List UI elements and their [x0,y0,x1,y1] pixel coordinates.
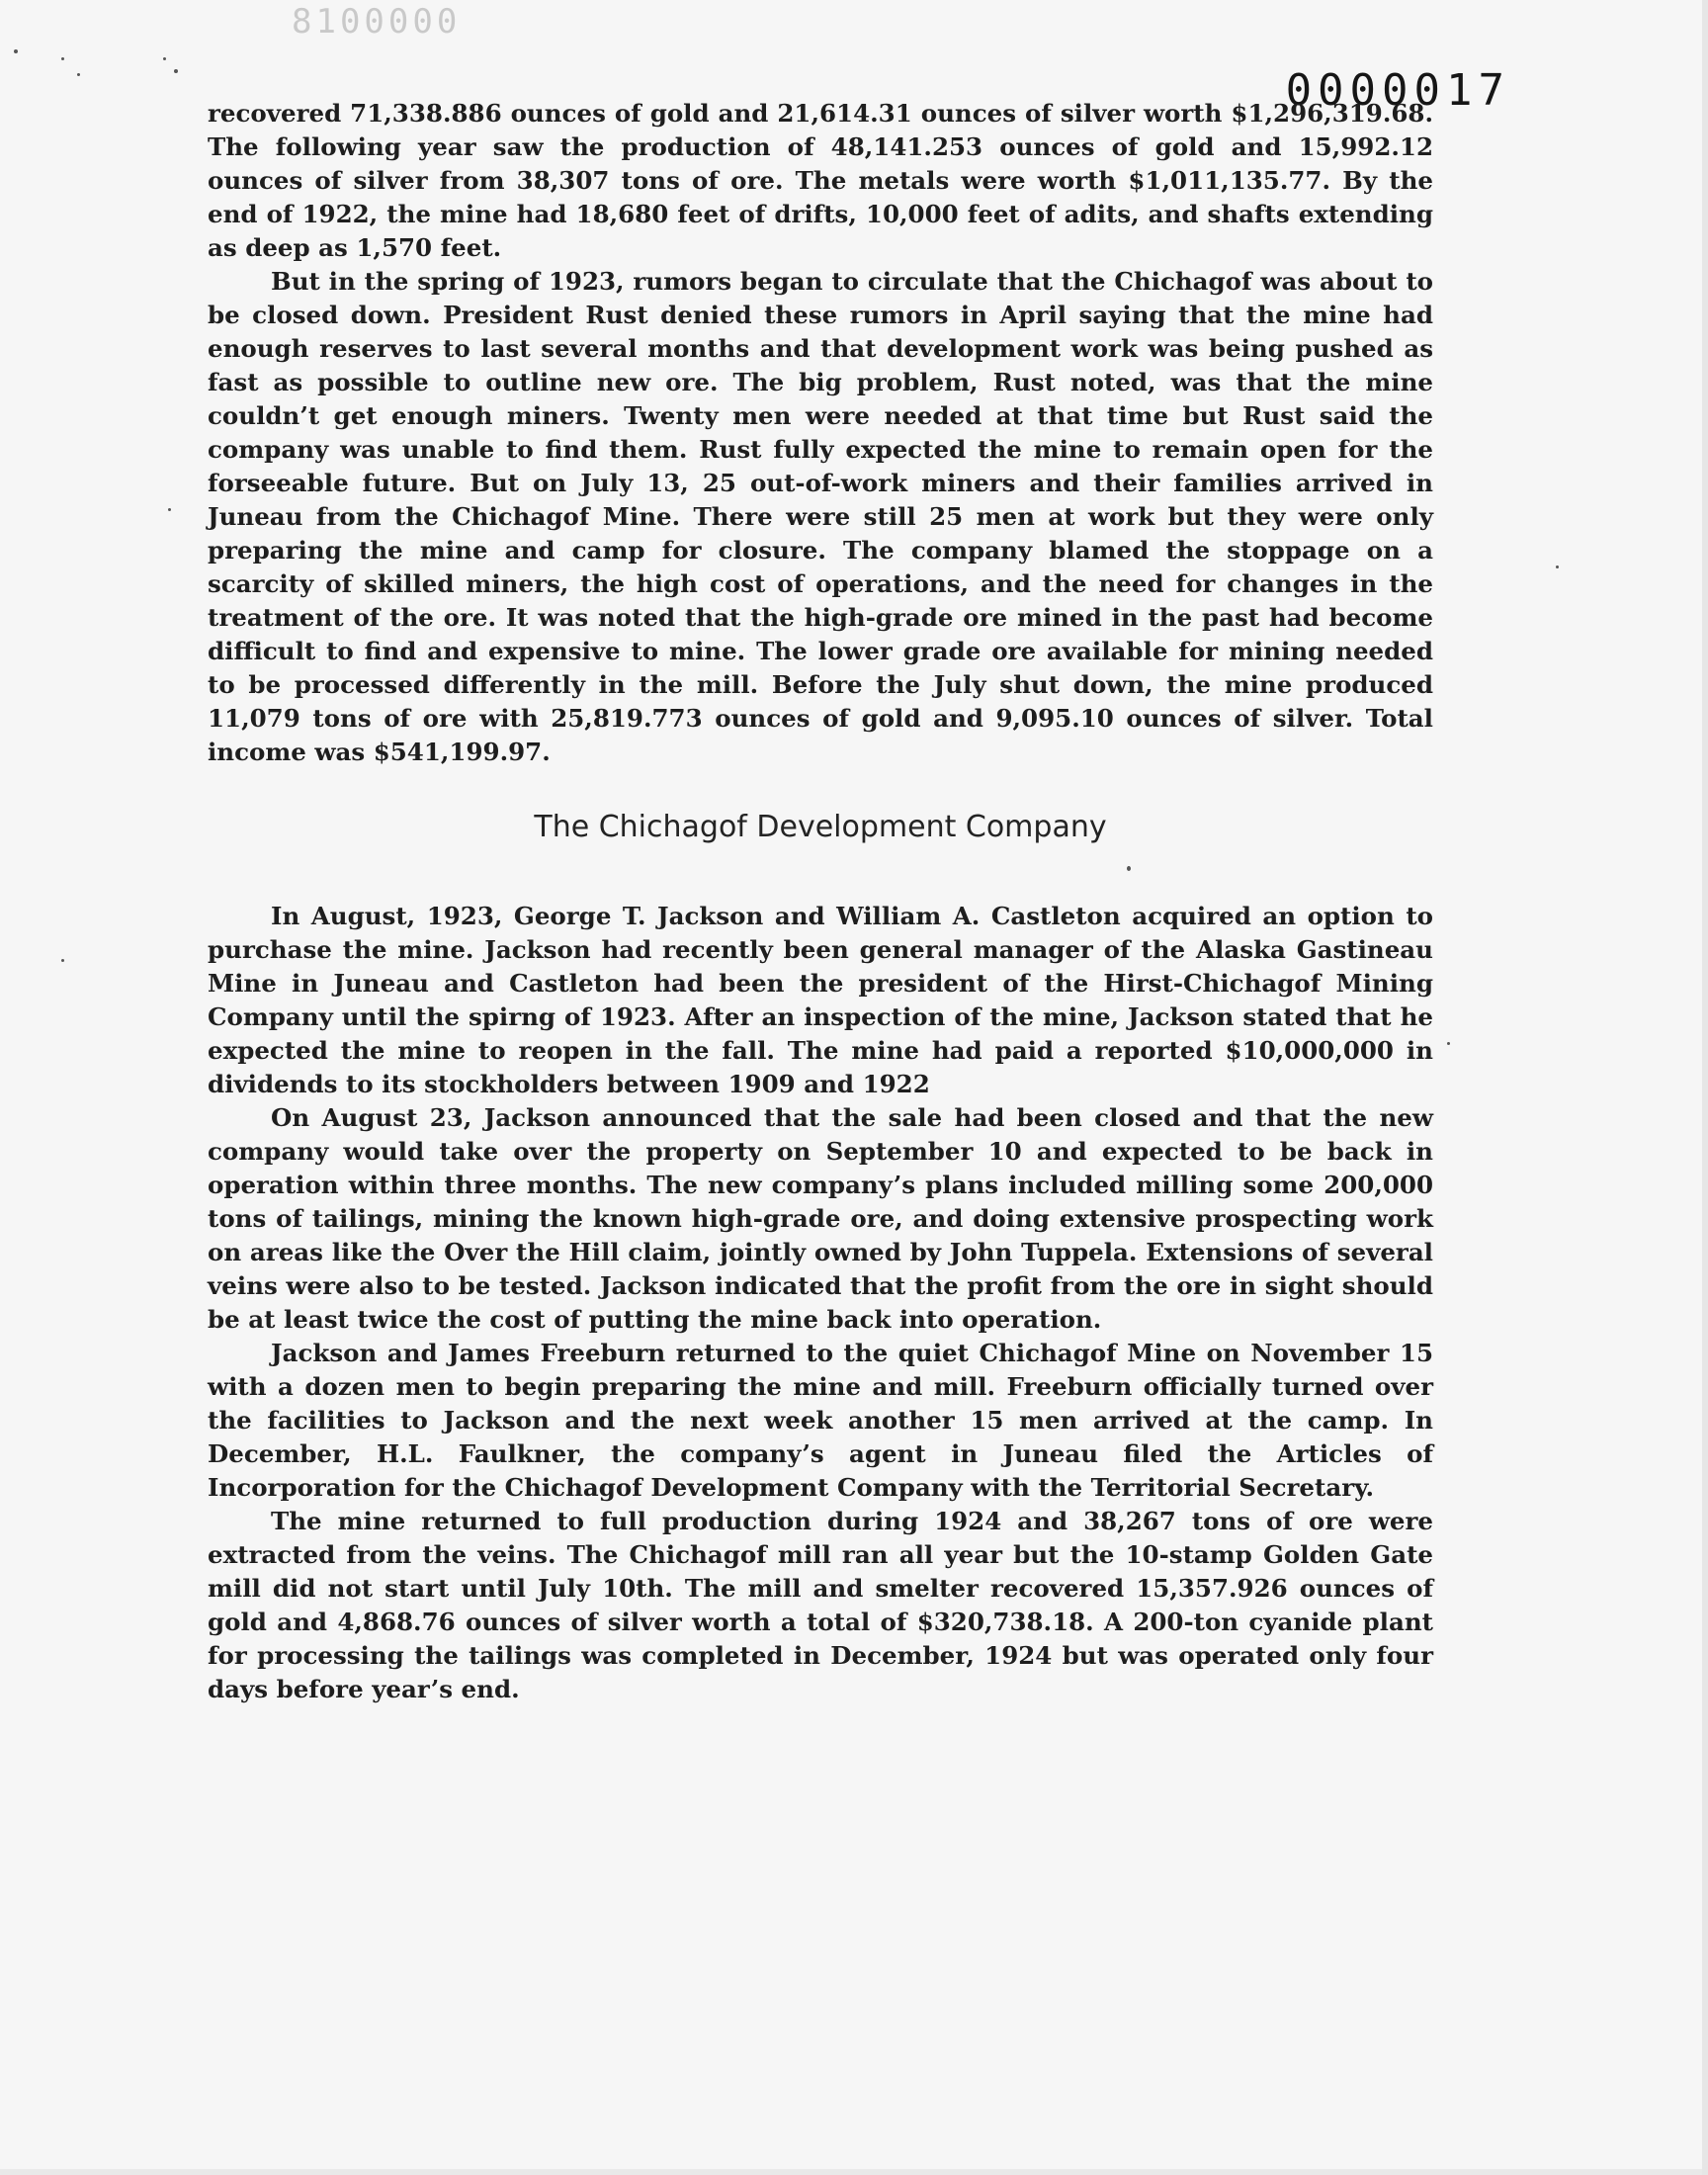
scan-speck [61,959,64,962]
paragraph: recovered 71,338.886 ounces of gold and 21,614.31 ounces of silver worth $1,296,319.68. The following year saw the production of 48,141.253 ounces of gold and 15,992.12 ounces of silver from 38,307 tons of ore. The metals were worth $1,011,135.77. By the end of 1922, the mine had 18,680 feet of drifts, 10,000 feet of adits, and shafts extending as deep as 1,570 feet. [208,99,1433,262]
paragraph: In August, 1923, George T. Jackson and William A. Castleton acquired an option to purchase the mine. Jackson had recently been general manager of the Alaska Gastineau Mine in Juneau and Castleton had been the president of the Hirst-Chichagof Mining Company until the spirng of 1923. After an inspection of the mine, Jackson stated that he expected the mine to reopen in the fall. The mine had paid a reported $10,000,000 in dividends to its stockholders between 1909 and 1922 [208,902,1433,1098]
scan-speck [1556,566,1559,568]
paragraph: Jackson and James Freeburn returned to the quiet Chichagof Mine on November 15 with a dozen men to begin preparing the mine and mill. Freeburn officially turned over the facilities to Jackson and the next week another 15 men arrived at the camp. In December, H.L. Faulkner, the company’s agent in Juneau filed the Articles of Incorporation for the Chichagof Development Company with the Territorial Secretary. [208,1339,1433,1502]
paragraph: On August 23, Jackson announced that the sale had been closed and that the new company would take over the property on September 10 and expected to be back in operation within three months. The new company’s plans included milling some 200,000 tons of tailings, mining the known high-grade ore, and doing extensive prospecting work on areas like the Over the Hill claim, jointly owned by John Tuppela. Extensions of several veins were also to be tested. Jackson indicated that the profit from the ore in sight should be at least twice the cost of putting the mine back into operation. [208,1103,1433,1334]
paragraph: But in the spring of 1923, rumors began to circulate that the Chichagof was about to be closed down. President Rust denied these rumors in April saying that the mine had enough reserves to last several months and that development work was being pushed as fast as possible to outline new ore. The big problem, Rust noted, was that the mine couldn’t get enough miners. Twenty men were needed at that time but Rust said the company was unable to find them. Rust fully expected the mine to remain open for the forseeable future. But on July 13, 25 out-of-work miners and their families arrived in Juneau from the Chichagof Mine. There were still 25 men at work but they were only preparing the mine and camp for closure. The company blamed the stoppage on a scarcity of skilled miners, the high cost of operations, and the need for changes in the treatment of the ore. It was noted that the high-grade ore mined in the past had become difficult to find and expensive to mine. The lower grade ore available for mining needed to be processed differently in the mill. Before the July shut down, the mine produced 11,079 tons of ore with 25,819.773 ounces of gold and 9,095.10 ounces of silver. Total income was $541,199.97. [208,267,1433,766]
scan-speck [163,57,166,60]
scan-speck [77,73,80,76]
scan-speck [1447,1042,1450,1045]
faint-bleed-through-number: 8100000 [292,2,462,42]
section-heading: The Chichagof Development Company [534,810,1107,844]
scan-speck [174,69,178,73]
paragraph: The mine returned to full production during 1924 and 38,267 tons of ore were extracted from the veins. The Chichagof mill ran all year but the 10-stamp Golden Gate mill did not start until July 10th. The mill and smelter recovered 15,357.926 ounces of gold and 4,868.76 ounces of silver worth a total of $320,738.18. A 200-ton cyanide plant for processing the tailings was completed in December, 1924 but was operated only four days before year’s end. [208,1507,1433,1703]
body-text [208,97,1433,1706]
scan-speck [168,508,171,511]
scan-speck [14,49,18,53]
scan-speck [61,57,64,60]
page-number: 0000017 [1285,65,1510,116]
